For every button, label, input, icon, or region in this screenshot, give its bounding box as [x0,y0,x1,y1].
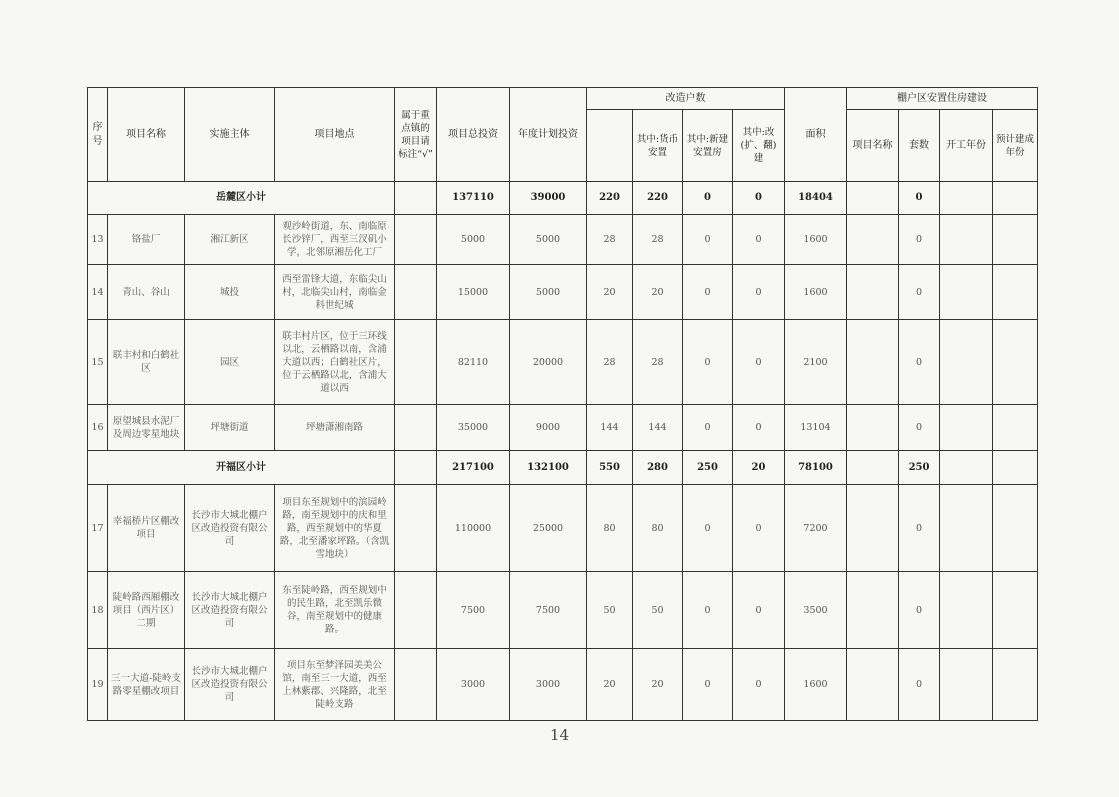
cell-rebuild: 0 [733,215,785,265]
cell-location: 西至雷锋大道，东临尖山村，北临尖山村，南临金科世纪城 [275,265,395,320]
cell-name: 幸福桥片区棚改项目 [108,485,185,572]
cell-start [940,405,993,451]
header-hh-rebuild: 其中:改(扩、翻)建 [733,110,785,182]
cell-new: 0 [683,320,733,405]
cell-total: 15000 [437,265,510,320]
cell-money: 28 [633,320,683,405]
cell-area: 1600 [785,215,847,265]
cell-rebuild: 0 [733,405,785,451]
project-table [87,87,1038,721]
cell-key-town [395,451,437,485]
cell-location: 东至陡岭路，西至规划中的民生路，北至凯乐微谷，南至规划中的健康路。 [275,572,395,649]
cell-area: 18404 [785,182,847,215]
cell-key-town [395,320,437,405]
cell-location: 项目东至规划中的滨园岭路，南至规划中的庆和里路，西至规划中的华夏路，北至潘家坪路。（含凯雪地块） [275,485,395,572]
cell-rs-name [847,215,899,265]
header-hh-total [587,110,633,182]
cell-total: 82110 [437,320,510,405]
cell-seq: 19 [88,649,108,721]
cell-hh: 550 [587,451,633,485]
cell-rs-name [847,451,899,485]
cell-rs-name [847,649,899,721]
cell-rebuild: 0 [733,572,785,649]
cell-rs-name [847,182,899,215]
cell-finish [993,649,1038,721]
cell-seq: 17 [88,485,108,572]
cell-annual: 132100 [510,451,587,485]
cell-money: 20 [633,649,683,721]
cell-units: 0 [899,649,940,721]
cell-start [940,265,993,320]
cell-start [940,572,993,649]
cell-start [940,451,993,485]
header-key-town: 属于重点镇的项目请标注“√” [395,88,437,182]
cell-units: 0 [899,215,940,265]
cell-units: 0 [899,320,940,405]
cell-finish [993,182,1038,215]
table-row [88,649,1038,721]
cell-rebuild: 0 [733,320,785,405]
cell-finish [993,320,1038,405]
table-row [88,485,1038,572]
cell-start [940,649,993,721]
cell-entity: 长沙市大城北棚户区改造投资有限公司 [185,572,275,649]
cell-area: 3500 [785,572,847,649]
cell-annual: 3000 [510,649,587,721]
cell-rs-name [847,572,899,649]
cell-money: 220 [633,182,683,215]
cell-location: 观沙岭街道，东、南临原长沙锌厂，西至三汊矶小学，北邻原湘岳化工厂 [275,215,395,265]
cell-finish [993,215,1038,265]
cell-total: 110000 [437,485,510,572]
cell-rebuild: 0 [733,649,785,721]
cell-total: 7500 [437,572,510,649]
cell-location: 联丰村片区，位于三环线以北，云栖路以南，含浦大道以西；白鹤社区片，位于云栖路以北，含浦大道以西 [275,320,395,405]
table-row [88,572,1038,649]
cell-key-town [395,572,437,649]
cell-entity: 园区 [185,320,275,405]
cell-entity: 城投 [185,265,275,320]
cell-new: 0 [683,215,733,265]
cell-total: 35000 [437,405,510,451]
cell-hh: 220 [587,182,633,215]
cell-name: 原望城县水泥厂及周边零星地块 [108,405,185,451]
cell-new: 0 [683,572,733,649]
cell-start [940,320,993,405]
cell-name: 陡岭路西厢棚改项目（西片区）二期 [108,572,185,649]
table-row [88,265,1038,320]
cell-entity: 长沙市大城北棚户区改造投资有限公司 [185,649,275,721]
subtotal-label: 岳麓区小计 [88,182,395,215]
cell-hh: 80 [587,485,633,572]
cell-hh: 28 [587,215,633,265]
header-seq: 序号 [88,88,108,182]
cell-seq: 16 [88,405,108,451]
cell-key-town [395,215,437,265]
cell-total: 217100 [437,451,510,485]
cell-hh: 50 [587,572,633,649]
cell-name: 青山、谷山 [108,265,185,320]
cell-money: 20 [633,265,683,320]
cell-new: 0 [683,649,733,721]
cell-name: 联丰村和白鹤社区 [108,320,185,405]
cell-entity: 坪塘街道 [185,405,275,451]
header-rs-finish: 预计建成年份 [993,110,1038,182]
cell-rs-name [847,265,899,320]
cell-start [940,485,993,572]
cell-finish [993,405,1038,451]
cell-rebuild: 20 [733,451,785,485]
cell-rebuild: 0 [733,485,785,572]
subtotal-label: 开福区小计 [88,451,395,485]
header-location: 项目地点 [275,88,395,182]
cell-area: 78100 [785,451,847,485]
cell-money: 28 [633,215,683,265]
cell-start [940,182,993,215]
cell-name: 铬盐厂 [108,215,185,265]
header-resettle-group: 棚户区安置住房建设 [847,88,1038,110]
cell-annual: 25000 [510,485,587,572]
cell-new: 250 [683,451,733,485]
cell-hh: 28 [587,320,633,405]
cell-units: 250 [899,451,940,485]
cell-units: 0 [899,572,940,649]
header-total-invest: 项目总投资 [437,88,510,182]
cell-entity: 长沙市大城北棚户区改造投资有限公司 [185,485,275,572]
cell-money: 280 [633,451,683,485]
header-entity: 实施主体 [185,88,275,182]
cell-new: 0 [683,405,733,451]
cell-key-town [395,265,437,320]
header-name: 项目名称 [108,88,185,182]
cell-units: 0 [899,405,940,451]
cell-new: 0 [683,265,733,320]
cell-units: 0 [899,485,940,572]
cell-seq: 18 [88,572,108,649]
header-hh-new: 其中:新建安置房 [683,110,733,182]
cell-area: 1600 [785,649,847,721]
cell-annual: 20000 [510,320,587,405]
cell-annual: 7500 [510,572,587,649]
cell-finish [993,572,1038,649]
page-number: 14 [549,726,570,744]
cell-new: 0 [683,485,733,572]
cell-rs-name [847,405,899,451]
cell-rebuild: 0 [733,265,785,320]
cell-units: 0 [899,182,940,215]
cell-rs-name [847,320,899,405]
header-annual-invest: 年度计划投资 [510,88,587,182]
cell-key-town [395,649,437,721]
cell-finish [993,451,1038,485]
cell-name: 三一大道-陡岭支路零星棚改项目 [108,649,185,721]
cell-hh: 20 [587,265,633,320]
cell-seq: 14 [88,265,108,320]
cell-total: 5000 [437,215,510,265]
cell-area: 7200 [785,485,847,572]
header-area: 面积 [785,88,847,182]
table-row [88,405,1038,451]
header-households-group: 改造户数 [587,88,785,110]
cell-seq: 13 [88,215,108,265]
cell-finish [993,265,1038,320]
table-row [88,182,1038,215]
cell-rs-name [847,485,899,572]
cell-hh: 20 [587,649,633,721]
cell-hh: 144 [587,405,633,451]
cell-annual: 5000 [510,265,587,320]
header-rs-start: 开工年份 [940,110,993,182]
cell-start [940,215,993,265]
cell-rebuild: 0 [733,182,785,215]
header-row-1 [88,88,1038,110]
cell-area: 2100 [785,320,847,405]
cell-total: 3000 [437,649,510,721]
cell-total: 137110 [437,182,510,215]
cell-location: 项目东至梦泽园美美公馆，南至三一大道，西至上林紫郡、兴隆路，北至陡岭支路 [275,649,395,721]
cell-money: 144 [633,405,683,451]
header-rs-units: 套数 [899,110,940,182]
cell-entity: 湘江新区 [185,215,275,265]
cell-money: 50 [633,572,683,649]
cell-area: 1600 [785,265,847,320]
table-row [88,451,1038,485]
cell-area: 13104 [785,405,847,451]
header-rs-name: 项目名称 [847,110,899,182]
cell-key-town [395,182,437,215]
cell-annual: 9000 [510,405,587,451]
cell-money: 80 [633,485,683,572]
table-row [88,320,1038,405]
cell-location: 坪塘潇湘南路 [275,405,395,451]
cell-units: 0 [899,265,940,320]
cell-seq: 15 [88,320,108,405]
cell-annual: 39000 [510,182,587,215]
table-row [88,215,1038,265]
cell-finish [993,485,1038,572]
cell-annual: 5000 [510,215,587,265]
cell-new: 0 [683,182,733,215]
cell-key-town [395,485,437,572]
header-hh-money: 其中:货币安置 [633,110,683,182]
cell-key-town [395,405,437,451]
